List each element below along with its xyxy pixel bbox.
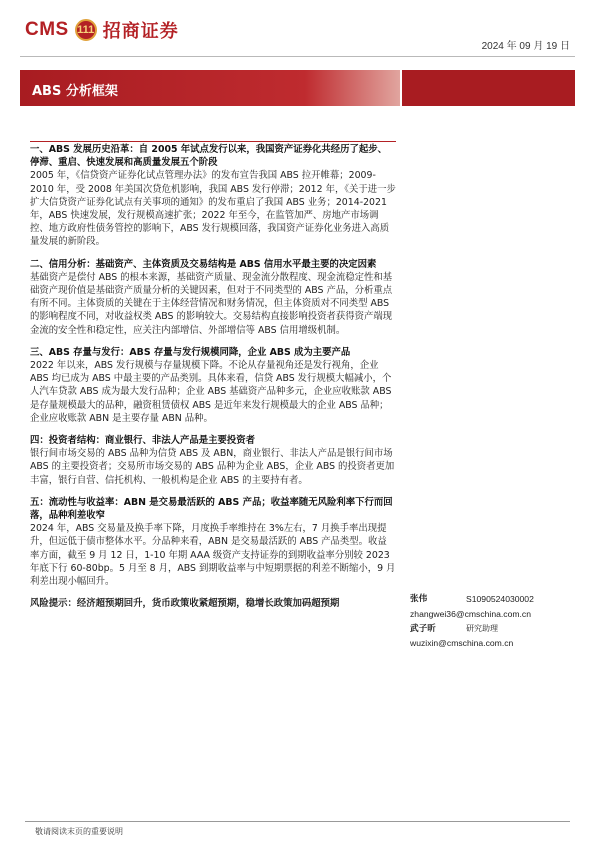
- section-body: 2022 年以来，ABS 发行规模与存量规模下降。不论从存量视角还是发行视角，企业 ABS 均已成为 ABS 中最主要的产品类别。具体来看，信贷 ABS 发行规模大幅减小，个人汽车贷款 ABS 成为最大发行品种；企业 ABS 基础资产品种多元，企业应收账款 ABS 是存量规模最大的品种，融资租赁债权 ABS 是近年来发行规模最大的企业 ABS 品种；企业应收账款 ABN 是主要存量 ABN 品种。: [30, 360, 392, 424]
- author-block: [410, 592, 580, 651]
- author-name: 武子昕: [410, 623, 436, 634]
- logo-chinese-text: 招商证券: [102, 21, 179, 42]
- section-history: [30, 143, 396, 249]
- report-date: 2024 年 09 月 19 日: [481, 41, 570, 52]
- page-header: [0, 0, 595, 60]
- report-title: ABS 分析框架: [32, 84, 118, 99]
- section-body: 基础资产是偿付 ABS 的根本来源，基础资产质量、现金流分散程度、现金流稳定性和基础资产现价值是基础资产质量分析的关键因素，但对于不同类型的 ABS 产品，分析重点有所不同。主体资质的关键在于主体经营情况和财务情况，但主体资质对不同类型 ABS 的影响程度不同，对收益权类 ABS 的影响较大。交易结构直接影响投资者获得资产端现金流的安全性和稳定性，应关注内部增信、外部增信等 ABS 信用增级机制。: [30, 271, 393, 336]
- company-logo: [25, 17, 179, 43]
- logo-cms-text: CMS: [25, 19, 69, 40]
- content-divider: [30, 141, 396, 142]
- author-email[interactable]: zhangwei36@cmschina.com.cn: [410, 608, 531, 619]
- author-row: [410, 622, 580, 637]
- section-investor-structure: [30, 434, 396, 487]
- section-title: 二、信用分析：基础资产、主体资质及交易结构是 ABS 信用水平最主要的决定因素: [30, 258, 377, 270]
- report-summary: [30, 143, 396, 611]
- section-liquidity-yield: [30, 496, 396, 588]
- footer-disclaimer: 敬请阅读末页的重要说明: [35, 827, 123, 836]
- author-title: 研究助理: [466, 623, 498, 633]
- section-title: 四：投资者结构：商业银行、非法人产品是主要投资者: [30, 435, 256, 447]
- title-banner: [20, 70, 400, 106]
- author-row: [410, 592, 580, 607]
- section-body: 银行间市场交易的 ABS 品种为信贷 ABS 及 ABN，商业银行、非法人产品是银行间市场 ABS 的主要投资者；交易所市场交易的 ABS 品种为企业 ABS，企业 ABS 的投资者更加丰富，银行自营、信托机构、一般机构是企业 ABS 的主要持有者。: [30, 448, 395, 486]
- risk-warning: 风险提示：经济超预期回升，货币政策收紧超预期，稳增长政策加码超预期: [30, 598, 340, 610]
- section-credit-analysis: [30, 258, 396, 337]
- section-stock-issuance: [30, 346, 396, 425]
- footer-divider: [25, 821, 570, 822]
- header-divider: [20, 56, 575, 57]
- sidebar-banner: [402, 70, 575, 106]
- section-title: 三、ABS 存量与发行：ABS 存量与发行规模同降，企业 ABS 成为主要产品: [30, 346, 351, 358]
- section-title: 五：流动性与收益率：ABN 是交易最活跃的 ABS 产品；收益率随无风险利率下行而回落，品种利差收窄: [30, 496, 393, 522]
- author-email[interactable]: wuzixin@cmschina.com.cn: [410, 638, 514, 649]
- section-body: 2024 年，ABS 交易量及换手率下降，月度换手率维持在 3%左右，7 月换手率出现提升，但远低于债市整体水平。分品种来看，ABN 是交易最活跃的 ABS 产品类型。收益率方面，截至 9 月 12 日，1-10 年期 AAA 级资产支持证券的到期收益率分别较 2023 年底下行 60-80bp。5 月至 8 月，ABS 到期收益率与中短期票据的利差不断缩小，9 月利差出现小幅回升。: [30, 523, 396, 588]
- author-id: S1090524030002: [466, 594, 534, 604]
- section-body: 2005 年，《信贷资产证券化试点管理办法》的发布宣告我国 ABS 拉开帷幕；2009-2010 年，受 2008 年美国次贷危机影响，我国 ABS 发行停滞；2012 年，《关于进一步扩大信贷资产证券化试点有关事项的通知》的发布重启了我国 ABS 业务；2014-2021 年，ABS 快速发展，发行规模高速扩张；2022 年至今，在监管加严、房地产市场调控、地方政府性债务管控的影响下，ABS 发行规模回落，我国资产证券化业务进入高质量发展的新阶段。: [30, 170, 396, 248]
- logo-badge-icon: 111: [75, 19, 97, 41]
- section-title: 一、ABS 发展历史沿革：自 2005 年试点发行以来，我国资产证券化共经历了起步、停滞、重启、快速发展和高质量发展五个阶段: [30, 144, 388, 169]
- author-name: 张伟: [410, 594, 428, 604]
